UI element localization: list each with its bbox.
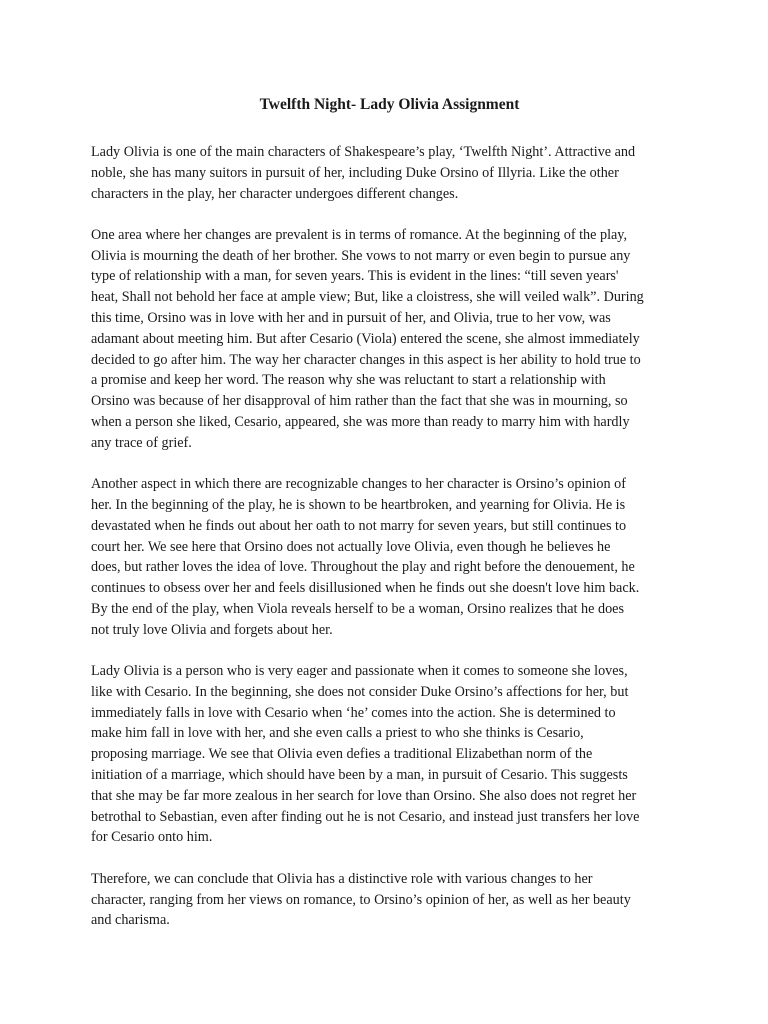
- paragraph-line: Another aspect in which there are recognizable changes to her character is Orsino’s opinion of: [91, 476, 626, 493]
- paragraph-line: make him fall in love with her, and she even calls a priest to who she thinks is Cesario,: [91, 725, 584, 742]
- paragraph-line: immediately falls in love with Cesario when ‘he’ comes into the action. She is determined to: [91, 704, 616, 721]
- paragraph-line: character, ranging from her views on romance, to Orsino’s opinion of her, as well as her beauty: [91, 891, 631, 908]
- paragraph-line: By the end of the play, when Viola reveals herself to be a woman, Orsino realizes that he does: [91, 600, 624, 617]
- paragraph-line: does, but rather loves the idea of love. Throughout the play and right before the denouement, he: [91, 559, 635, 576]
- paragraph-line: devastated when he finds out about her oath to not marry for seven years, but still continues to: [91, 517, 627, 534]
- paragraph-line: and charisma.: [91, 912, 170, 929]
- paragraph-1: [91, 142, 688, 204]
- paragraph-line: her. In the beginning of the play, he is shown to be heartbroken, and yearning for Olivia. He is: [91, 496, 626, 513]
- paragraph-line: Lady Olivia is a person who is very eager and passionate when it comes to someone she loves,: [91, 663, 628, 680]
- paragraph-line: initiation of a marriage, which should have been by a man, in pursuit of Cesario. This suggests: [91, 767, 628, 784]
- paragraph-5: [91, 869, 688, 931]
- paragraph-line: Orsino was because of her disapproval of him rather than the fact that she was in mourning, so: [91, 393, 628, 410]
- paragraph-line: for Cesario onto him.: [91, 829, 213, 846]
- paragraph-4: [91, 661, 688, 848]
- paragraph-3: [91, 474, 688, 640]
- paragraph-line: decided to go after him. The way her character changes in this aspect is her ability to hold true to: [91, 351, 641, 368]
- paragraph-line: characters in the play, her character undergoes different changes.: [91, 185, 459, 202]
- paragraph-line: a promise and keep her word. The reason why she was reluctant to start a relationship with: [91, 372, 606, 389]
- paragraph-line: proposing marriage. We see that Olivia even defies a traditional Elizabethan norm of the: [91, 746, 593, 763]
- paragraph-line: this time, Orsino was in love with her and in pursuit of her, and Olivia, true to her vow, was: [91, 310, 611, 327]
- document-title: Twelfth Night- Lady Olivia Assignment: [259, 96, 520, 113]
- document-body: [91, 142, 688, 931]
- paragraph-line: type of relationship with a man, for seven years. This is evident in the lines: “till seven years': [91, 268, 619, 285]
- paragraph-line: heat, Shall not behold her face at ample view; But, like a cloistress, she will veiled walk”. During: [91, 289, 644, 306]
- paragraph-line: adamant about meeting him. But after Cesario (Viola) entered the scene, she almost immediately: [91, 330, 640, 347]
- paragraph-line: Olivia is mourning the death of her brother. She vows to not marry or even begin to pursue any: [91, 247, 631, 264]
- paragraph-2: [91, 225, 688, 454]
- paragraph-line: when a person she liked, Cesario, appeared, she was more than ready to marry him with hardly: [91, 414, 630, 431]
- paragraph-line: One area where her changes are prevalent is in terms of romance. At the beginning of the play,: [91, 226, 628, 243]
- paragraph-line: betrothal to Sebastian, even after finding out he is not Cesario, and instead just transfers her love: [91, 808, 640, 825]
- paragraph-line: that she may be far more zealous in her search for love than Orsino. She also does not regret her: [91, 787, 637, 804]
- paragraph-line: like with Cesario. In the beginning, she does not consider Duke Orsino’s affections for her, but: [91, 683, 629, 700]
- paragraph-line: any trace of grief.: [91, 434, 192, 451]
- paragraph-line: continues to obsess over her and feels disillusioned when he finds out she doesn't love him back.: [91, 580, 640, 597]
- paragraph-line: Lady Olivia is one of the main characters of Shakespeare’s play, ‘Twelfth Night’. Attractive and: [91, 144, 636, 160]
- paragraph-line: court her. We see here that Orsino does not actually love Olivia, even though he believes he: [91, 538, 611, 555]
- paragraph-line: noble, she has many suitors in pursuit of her, including Duke Orsino of Illyria. Like the other: [91, 164, 619, 181]
- paragraph-line: Therefore, we can conclude that Olivia has a distinctive role with various changes to her: [91, 870, 593, 887]
- paragraph-line: not truly love Olivia and forgets about her.: [91, 621, 333, 638]
